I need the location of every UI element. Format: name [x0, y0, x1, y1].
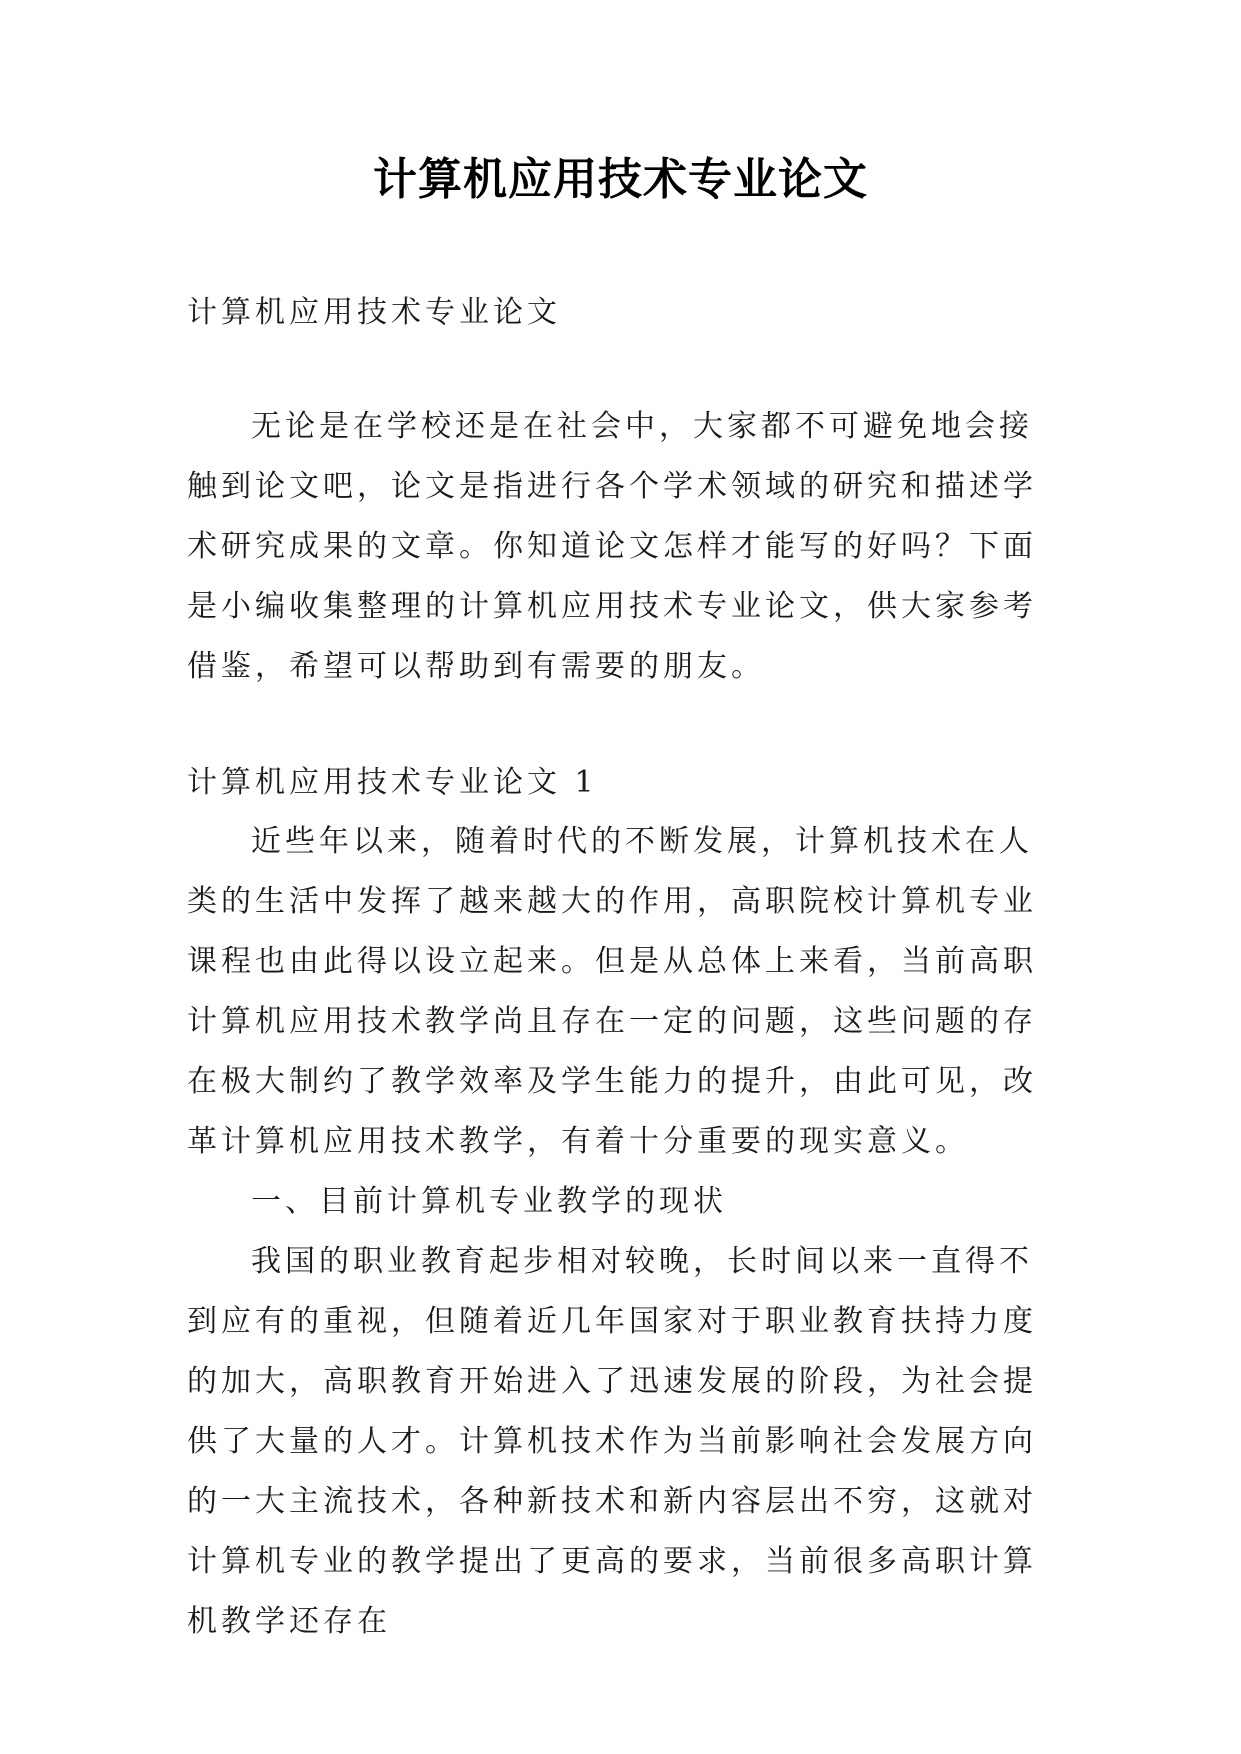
document-title: 计算机应用技术专业论文 [373, 154, 868, 205]
body-paragraph: 近些年以来，随着时代的不断发展，计算机技术在人类的生活中发挥了越来越大的作用，高职院校计算机专业课程也由此得以设立起来。但是从总体上来看，当前高职计算机应用技术教学尚且存在一定的问题，这些问题的存在极大制约了教学效率及学生能力的提升，由此可见，改革计算机应用技术教学，有着十分重要的现实意义。 [187, 824, 1037, 1159]
body-paragraph: 我国的职业教育起步相对较晚，长时间以来一直得不到应有的重视，但随着近几年国家对于职业教育扶持力度的加大，高职教育开始进入了迅速发展的阶段，为社会提供了大量的人才。计算机技术作为当前影响社会发展方向的一大主流技术，各种新技术和新内容层出不穷，这就对计算机专业的教学提出了更高的要求，当前很多高职计算机教学还存在 [187, 1244, 1037, 1639]
subsection-heading: 一、目前计算机专业教学的现状 [251, 1184, 727, 1219]
intro-paragraph: 无论是在学校还是在社会中，大家都不可避免地会接触到论文吧，论文是指进行各个学术领域的研究和描述学术研究成果的文章。你知道论文怎样才能写的好吗？下面是小编收集整理的计算机应用技术专业论文，供大家参考借鉴，希望可以帮助到有需要的朋友。 [187, 409, 1037, 684]
section-heading: 计算机应用技术专业论文 1 [187, 765, 598, 800]
section-body [187, 812, 1047, 1652]
document-subtitle: 计算机应用技术专业论文 [187, 295, 561, 330]
